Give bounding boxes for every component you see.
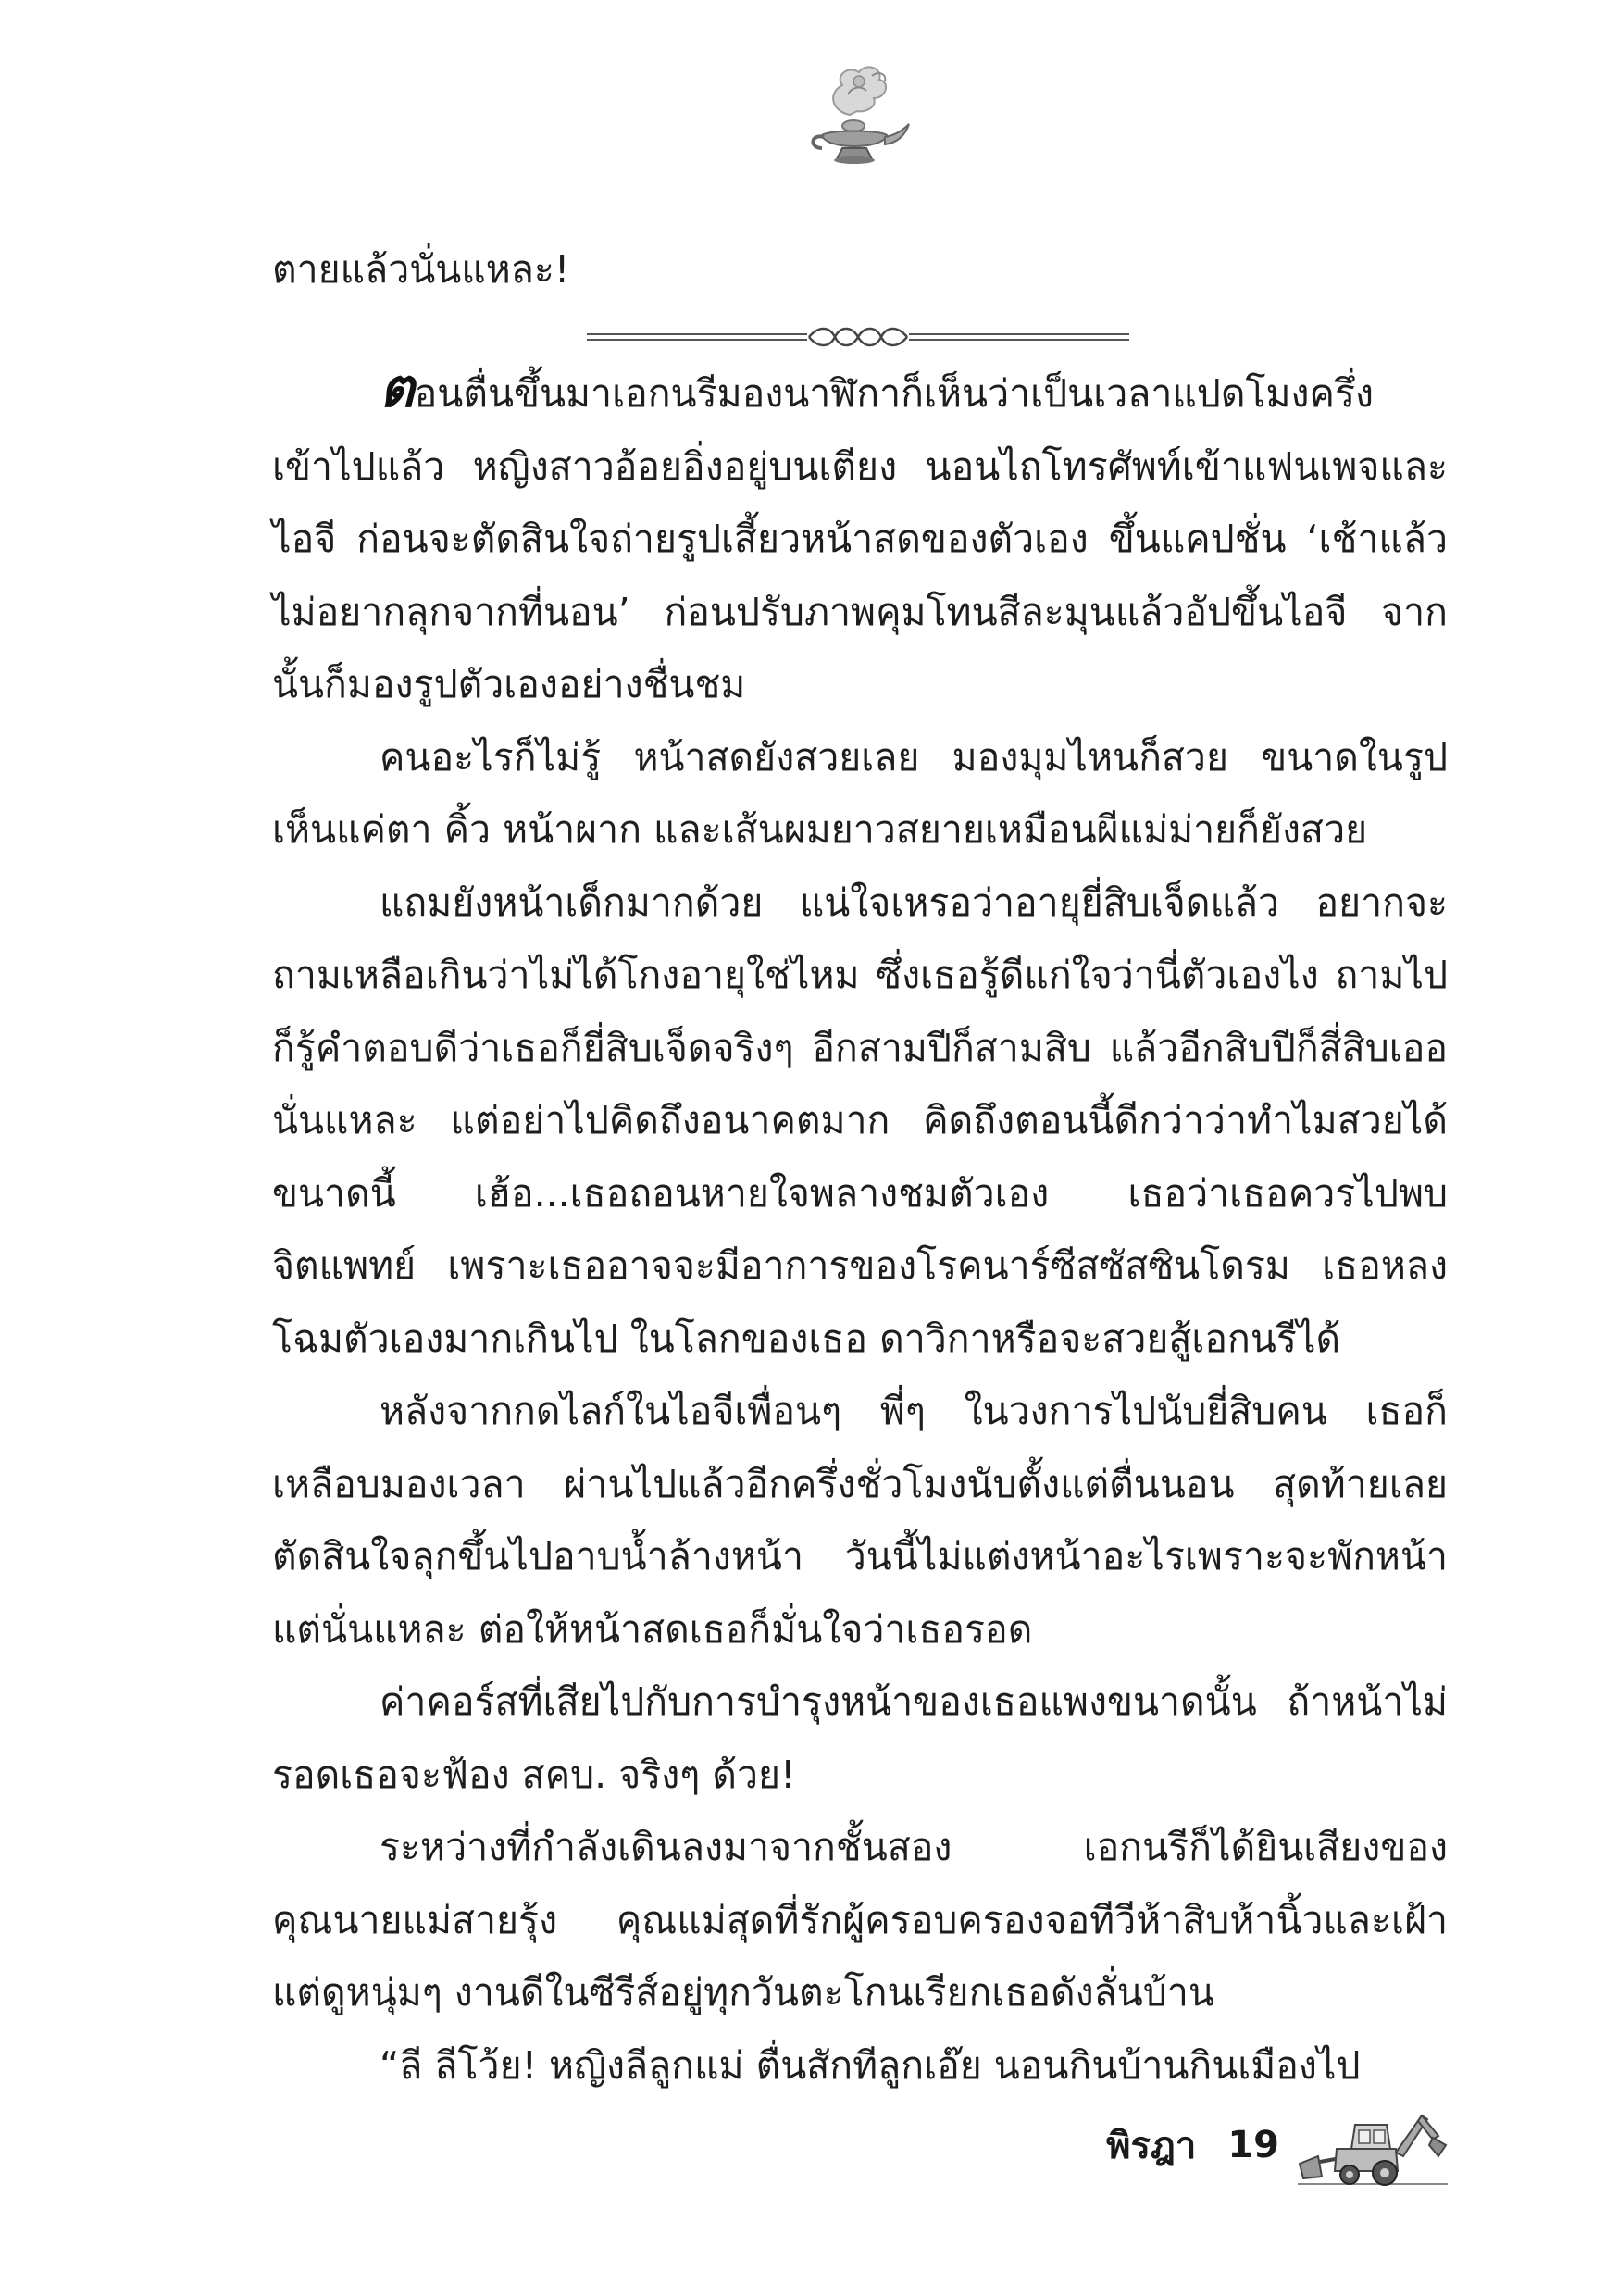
body-text [272,357,1448,2102]
paragraph: แถมยังหน้าเด็กมากด้วย แน่ใจเหรอว่าอายุยี่สิบเจ็ดแล้ว อยากจะถามเหลือเกินว่าไม่ได้โกงอายุใช่ไหม ซึ่งเธอรู้ดีแก่ใจว่านี่ตัวเองไง ถามไปก็รู้คำตอบดีว่าเธอก็ยี่สิบเจ็ดจริงๆ อีกสามปีก็สามสิบ แล้วอีกสิบปีก็สี่สิบเออนั่นแหละ แต่อย่าไปคิดถึงอนาคตมาก คิดถึงตอนนี้ดีกว่าว่าทำไมสวยได้ขนาดนี้ เฮ้อ...เธอถอนหายใจพลางชมตัวเอง เธอว่าเธอควรไปพบจิตแพทย์ เพราะเธออาจจะมีอาการของโรคนาร์ซีสซัสซินโดรม เธอหลงโฉมตัวเองมากเกินไป ในโลกของเธอ ดาวิกาหรือจะสวยสู้เอกนรีได้ [272,880,1448,1361]
paragraph [272,357,1448,721]
page-number: 19 [1227,2124,1279,2166]
page-footer [1106,2094,1451,2196]
paragraph: ค่าคอร์สที่เสียไปกับการบำรุงหน้าของเธอแพงขนาดนั้น ถ้าหน้าไม่รอดเธอจะฟ้อง สคบ. จริงๆ ด้วย! [272,1679,1448,1797]
paragraph-text: อนตื่นขึ้นมาเอกนรีมองนาฬิกาก็เห็นว่าเป็นเวลาแปดโมงครึ่งเข้าไปแล้ว หญิงสาวอ้อยอิ่งอยู่บนเตียง นอนไถโทรศัพท์เข้าแฟนเพจและไอจี ก่อนจะตัดสินใจถ่ายรูปเสี้ยวหน้าสดของตัวเอง ขึ้นแคปชั่น ‘เช้าแล้วไม่อยากลุกจากที่นอน’ ก่อนปรับภาพคุมโทนสีละมุนแล้วอัปขึ้นไอจี จากนั้นก็มองรูปตัวเองอย่างชื่นชม [272,371,1448,706]
section-ending-line [272,233,1448,306]
paragraph: “ลี ลีโว้ย! หญิงลีลูกแม่ ตื่นสักทีลูกเอ๊ย นอนกินบ้านกินเมืองไป [380,2042,1361,2088]
backhoe-icon [1294,2099,1451,2191]
paragraph: คนอะไรก็ไม่รู้ หน้าสดยังสวยเลย มองมุมไหนก็สวย ขนาดในรูปเห็นแค่ตา คิ้ว หน้าผาก และเส้นผมยาวสยายเหมือนผีแม่ม่ายก็ยังสวย [272,734,1448,852]
author-name: พิรฎา [1106,2125,1197,2167]
dropcap-letter: ต [380,356,415,419]
genie-lamp-icon [794,57,915,178]
paragraph: หลังจากกดไลก์ในไอจีเพื่อนๆ พี่ๆ ในวงการไปนับยี่สิบคน เธอก็เหลือบมองเวลา ผ่านไปแล้วอีกครึ่งชั่วโมงนับตั้งแต่ตื่นนอน สุดท้ายเลยตัดสินใจลุกขึ้นไปอาบน้ำล้างหน้า วันนี้ไม่แต่งหน้าอะไรเพราะจะพักหน้าแต่นั่นแหละ ต่อให้หน้าสดเธอก็มั่นใจว่าเธอรอด [272,1389,1448,1652]
first-line-text: ตายแล้วนั่นแหละ! [272,247,570,292]
scene-divider-ornament [587,320,1129,354]
paragraph: ระหว่างที่กำลังเดินลงมาจากชั้นสอง เอกนรีก็ได้ยินเสียงของคุณนายแม่สายรุ้ง คุณแม่สุดที่รักผู้ครอบครองจอทีวีห้าสิบห้านิ้วและเฝ้าแต่ดูหนุ่มๆ งานดีในซีรีส์อยู่ทุกวันตะโกนเรียกเธอดังลั่นบ้าน [272,1825,1448,2015]
